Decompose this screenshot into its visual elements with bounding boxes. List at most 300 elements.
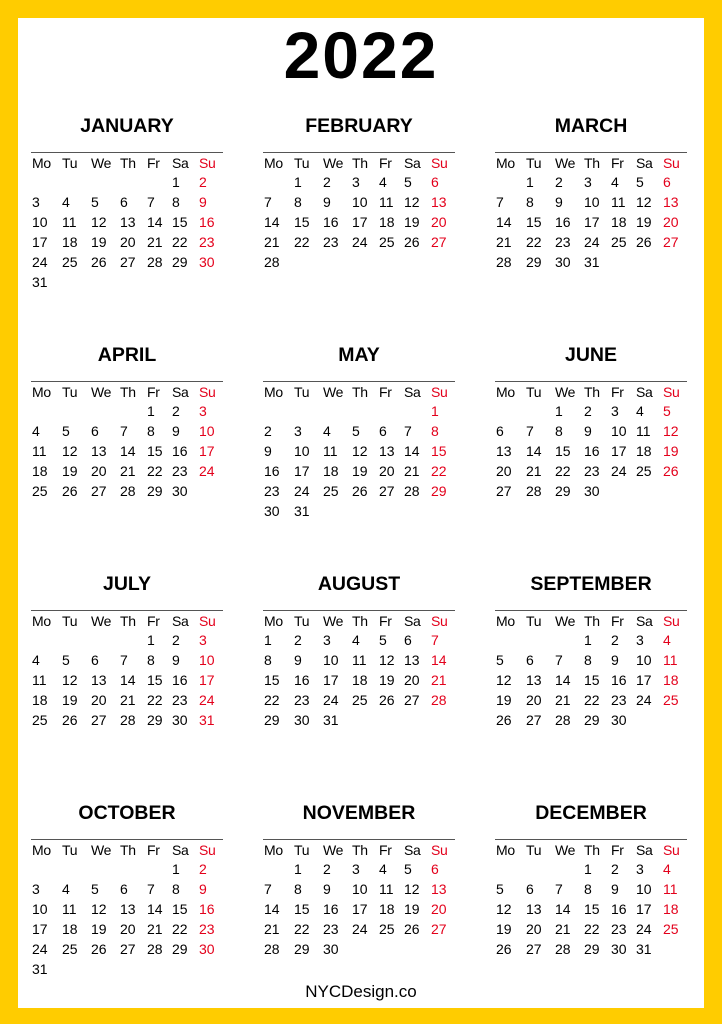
day-cell: 29: [147, 712, 163, 728]
month-grid: [31, 839, 223, 979]
day-cell: 18: [379, 214, 395, 230]
weekday-header: Th: [351, 152, 378, 172]
weekday-header: Mo: [495, 839, 525, 859]
day-cell: 15: [526, 214, 542, 230]
day-cell: 10: [32, 214, 48, 230]
day-cell: 23: [172, 692, 188, 708]
month-april: [31, 343, 223, 543]
month-grid: [31, 610, 223, 730]
day-cell: 29: [584, 712, 600, 728]
day-cell: 2: [172, 632, 180, 648]
day-cell: 1: [264, 632, 272, 648]
weekday-header: We: [322, 610, 351, 630]
weekday-header: Sa: [171, 152, 198, 172]
empty-cell: [119, 859, 146, 879]
day-cell: 13: [663, 194, 679, 210]
empty-cell: [263, 401, 293, 421]
month-november: [263, 801, 455, 1001]
weekday-header: Su: [430, 610, 455, 630]
empty-cell: [495, 172, 525, 192]
day-cell: 14: [496, 214, 512, 230]
day-cell: 25: [323, 483, 339, 499]
day-cell: 6: [526, 652, 534, 668]
day-cell: 28: [526, 483, 542, 499]
empty-cell: [31, 172, 61, 192]
weekday-header: Th: [583, 610, 610, 630]
day-cell: 28: [120, 712, 136, 728]
month-name: SEPTEMBER: [530, 573, 652, 595]
day-cell: 16: [323, 214, 339, 230]
day-cell: 11: [32, 443, 47, 459]
day-cell: 11: [379, 881, 394, 897]
day-cell: 27: [91, 712, 107, 728]
day-cell: 29: [526, 254, 542, 270]
day-cell: 4: [379, 174, 387, 190]
day-cell: 3: [636, 861, 644, 877]
day-cell: 12: [663, 423, 679, 439]
day-cell: 6: [404, 632, 412, 648]
day-cell: 19: [496, 921, 512, 937]
day-cell: 23: [172, 463, 188, 479]
weekday-header: Fr: [610, 152, 635, 172]
day-cell: 21: [147, 234, 163, 250]
day-cell: 28: [555, 941, 571, 957]
weekday-header: Tu: [61, 152, 90, 172]
day-cell: 18: [62, 234, 78, 250]
day-cell: 9: [172, 652, 180, 668]
day-cell: 16: [611, 672, 627, 688]
day-cell: 3: [352, 861, 360, 877]
day-cell: 18: [32, 463, 48, 479]
weekday-header: Sa: [635, 381, 662, 401]
day-cell: 31: [199, 712, 215, 728]
empty-cell: [90, 859, 119, 879]
day-cell: 6: [496, 423, 504, 439]
weekday-header: Su: [198, 839, 223, 859]
month-grid: [263, 839, 455, 959]
day-cell: 18: [663, 672, 679, 688]
day-cell: 14: [555, 672, 571, 688]
day-cell: 14: [120, 672, 136, 688]
day-cell: 12: [91, 214, 107, 230]
day-cell: 28: [264, 941, 280, 957]
day-cell: 27: [526, 712, 542, 728]
day-cell: 22: [294, 234, 310, 250]
day-cell: 24: [32, 254, 48, 270]
day-cell: 24: [611, 463, 627, 479]
day-cell: 24: [352, 921, 368, 937]
day-cell: 26: [663, 463, 679, 479]
weekday-header: Mo: [263, 152, 293, 172]
empty-cell: [61, 172, 90, 192]
day-cell: 10: [199, 652, 215, 668]
weekday-header: We: [90, 839, 119, 859]
day-cell: 21: [264, 921, 280, 937]
day-cell: 29: [172, 941, 188, 957]
day-cell: 22: [147, 463, 163, 479]
day-cell: 3: [323, 632, 331, 648]
day-cell: 4: [323, 423, 331, 439]
day-cell: 17: [323, 672, 339, 688]
day-cell: 19: [62, 463, 78, 479]
day-cell: 30: [172, 712, 188, 728]
day-cell: 27: [379, 483, 395, 499]
day-cell: 1: [584, 632, 592, 648]
month-august: [263, 572, 455, 772]
day-cell: 27: [120, 941, 136, 957]
weekday-header: We: [554, 610, 583, 630]
month-name: MARCH: [554, 115, 628, 137]
day-cell: 10: [352, 194, 368, 210]
day-cell: 12: [496, 901, 512, 917]
day-cell: 18: [62, 921, 78, 937]
day-cell: 17: [199, 672, 215, 688]
weekday-header: Su: [430, 839, 455, 859]
day-cell: 28: [431, 692, 447, 708]
day-cell: 4: [32, 423, 40, 439]
day-cell: 10: [584, 194, 600, 210]
day-cell: 15: [172, 901, 188, 917]
day-cell: 27: [91, 483, 107, 499]
day-cell: 5: [379, 632, 387, 648]
day-cell: 13: [91, 443, 107, 459]
day-cell: 1: [147, 632, 155, 648]
day-cell: 1: [294, 174, 302, 190]
empty-cell: [554, 630, 583, 650]
day-cell: 19: [62, 692, 78, 708]
day-cell: 1: [172, 861, 180, 877]
day-cell: 13: [431, 194, 447, 210]
day-cell: 17: [636, 672, 652, 688]
day-cell: 29: [584, 941, 600, 957]
day-cell: 7: [120, 423, 128, 439]
month-may: [263, 343, 455, 543]
day-cell: 29: [172, 254, 188, 270]
weekday-header: Th: [119, 381, 146, 401]
month-june: [495, 343, 687, 543]
month-december: [495, 801, 687, 1001]
day-cell: 24: [199, 692, 215, 708]
day-cell: 15: [584, 901, 600, 917]
weekday-header: Sa: [403, 610, 430, 630]
month-grid: [263, 152, 455, 272]
day-cell: 23: [264, 483, 280, 499]
empty-cell: [146, 172, 171, 192]
day-cell: 27: [663, 234, 679, 250]
month-name: MAY: [338, 344, 380, 366]
day-cell: 15: [431, 443, 447, 459]
day-cell: 26: [379, 692, 395, 708]
weekday-header: Th: [119, 152, 146, 172]
day-cell: 31: [32, 961, 48, 977]
empty-cell: [90, 401, 119, 421]
day-cell: 2: [264, 423, 272, 439]
month-grid: [495, 152, 687, 272]
day-cell: 12: [352, 443, 368, 459]
day-cell: 21: [120, 463, 136, 479]
day-cell: 15: [147, 672, 163, 688]
day-cell: 29: [264, 712, 280, 728]
day-cell: 16: [611, 901, 627, 917]
day-cell: 29: [555, 483, 571, 499]
day-cell: 14: [404, 443, 420, 459]
day-cell: 9: [264, 443, 272, 459]
day-cell: 12: [62, 443, 78, 459]
day-cell: 9: [323, 881, 331, 897]
day-cell: 29: [431, 483, 447, 499]
day-cell: 18: [636, 443, 652, 459]
day-cell: 21: [120, 692, 136, 708]
empty-cell: [31, 401, 61, 421]
day-cell: 1: [555, 403, 563, 419]
weekday-header: Sa: [171, 839, 198, 859]
weekday-header: Th: [351, 610, 378, 630]
weekday-header: Tu: [525, 152, 554, 172]
day-cell: 6: [120, 881, 128, 897]
day-cell: 19: [404, 901, 420, 917]
day-cell: 23: [584, 463, 600, 479]
day-cell: 13: [496, 443, 512, 459]
day-cell: 12: [404, 194, 420, 210]
day-cell: 4: [636, 403, 644, 419]
weekday-header: We: [554, 152, 583, 172]
weekday-header: Sa: [403, 839, 430, 859]
day-cell: 9: [555, 194, 563, 210]
day-cell: 24: [352, 234, 368, 250]
day-cell: 9: [584, 423, 592, 439]
day-cell: 10: [611, 423, 627, 439]
weekday-header: We: [554, 381, 583, 401]
day-cell: 19: [91, 234, 107, 250]
day-cell: 17: [32, 234, 48, 250]
weekday-header: Tu: [293, 610, 322, 630]
empty-cell: [403, 401, 430, 421]
weekday-header: Th: [351, 839, 378, 859]
day-cell: 25: [62, 254, 78, 270]
day-cell: 17: [611, 443, 627, 459]
day-cell: 15: [294, 901, 310, 917]
empty-cell: [61, 630, 90, 650]
day-cell: 3: [199, 632, 207, 648]
day-cell: 8: [264, 652, 272, 668]
weekday-header: Su: [662, 839, 687, 859]
day-cell: 11: [663, 881, 678, 897]
day-cell: 2: [584, 403, 592, 419]
day-cell: 31: [294, 503, 310, 519]
day-cell: 10: [294, 443, 310, 459]
day-cell: 25: [663, 921, 679, 937]
empty-cell: [31, 859, 61, 879]
day-cell: 1: [147, 403, 155, 419]
weekday-header: Fr: [610, 839, 635, 859]
day-cell: 2: [199, 861, 207, 877]
day-cell: 4: [62, 881, 70, 897]
day-cell: 30: [172, 483, 188, 499]
day-cell: 10: [636, 652, 652, 668]
day-cell: 6: [663, 174, 671, 190]
day-cell: 17: [352, 214, 368, 230]
day-cell: 11: [352, 652, 367, 668]
day-cell: 15: [584, 672, 600, 688]
day-cell: 12: [379, 652, 395, 668]
day-cell: 29: [294, 941, 310, 957]
empty-cell: [146, 859, 171, 879]
day-cell: 20: [496, 463, 512, 479]
day-cell: 2: [611, 632, 619, 648]
day-cell: 6: [120, 194, 128, 210]
month-name: JULY: [102, 573, 152, 595]
weekday-header: Th: [119, 839, 146, 859]
day-cell: 13: [379, 443, 395, 459]
day-cell: 2: [323, 861, 331, 877]
day-cell: 11: [32, 672, 47, 688]
day-cell: 5: [62, 423, 70, 439]
day-cell: 1: [526, 174, 534, 190]
weekday-header: Mo: [31, 152, 61, 172]
weekday-header: Su: [198, 152, 223, 172]
day-cell: 27: [431, 234, 447, 250]
day-cell: 4: [62, 194, 70, 210]
weekday-header: Tu: [293, 839, 322, 859]
day-cell: 15: [264, 672, 280, 688]
day-cell: 30: [199, 254, 215, 270]
day-cell: 22: [555, 463, 571, 479]
weekday-header: Th: [119, 610, 146, 630]
day-cell: 3: [611, 403, 619, 419]
day-cell: 7: [147, 881, 155, 897]
day-cell: 13: [120, 901, 136, 917]
day-cell: 25: [611, 234, 627, 250]
day-cell: 1: [584, 861, 592, 877]
day-cell: 19: [379, 672, 395, 688]
day-cell: 27: [431, 921, 447, 937]
weekday-header: Fr: [378, 381, 403, 401]
day-cell: 2: [323, 174, 331, 190]
day-cell: 8: [147, 652, 155, 668]
day-cell: 20: [404, 672, 420, 688]
month-name: FEBRUARY: [305, 115, 413, 137]
month-name: JANUARY: [80, 115, 174, 137]
day-cell: 15: [172, 214, 188, 230]
day-cell: 5: [496, 881, 504, 897]
day-cell: 23: [294, 692, 310, 708]
empty-cell: [293, 401, 322, 421]
day-cell: 21: [496, 234, 512, 250]
day-cell: 4: [663, 861, 671, 877]
day-cell: 21: [526, 463, 542, 479]
day-cell: 24: [584, 234, 600, 250]
day-cell: 15: [147, 443, 163, 459]
weekday-header: Sa: [635, 152, 662, 172]
day-cell: 7: [526, 423, 534, 439]
day-cell: 3: [294, 423, 302, 439]
day-cell: 13: [526, 672, 542, 688]
day-cell: 25: [352, 692, 368, 708]
day-cell: 3: [584, 174, 592, 190]
day-cell: 28: [555, 712, 571, 728]
day-cell: 4: [663, 632, 671, 648]
day-cell: 8: [431, 423, 439, 439]
weekday-header: We: [90, 381, 119, 401]
day-cell: 12: [404, 881, 420, 897]
empty-cell: [263, 859, 293, 879]
day-cell: 5: [62, 652, 70, 668]
day-cell: 17: [32, 921, 48, 937]
day-cell: 27: [526, 941, 542, 957]
day-cell: 30: [611, 712, 627, 728]
day-cell: 28: [264, 254, 280, 270]
weekday-header: Th: [351, 381, 378, 401]
day-cell: 20: [431, 901, 447, 917]
day-cell: 8: [584, 652, 592, 668]
day-cell: 16: [264, 463, 280, 479]
weekday-header: Fr: [610, 381, 635, 401]
weekday-header: Tu: [525, 381, 554, 401]
weekday-header: Sa: [403, 152, 430, 172]
page-title: 2022: [283, 18, 439, 92]
day-cell: 31: [323, 712, 339, 728]
day-cell: 2: [172, 403, 180, 419]
weekday-header: Su: [662, 381, 687, 401]
month-grid: [263, 381, 455, 521]
empty-cell: [90, 172, 119, 192]
day-cell: 1: [294, 861, 302, 877]
day-cell: 3: [199, 403, 207, 419]
day-cell: 5: [496, 652, 504, 668]
day-cell: 26: [62, 712, 78, 728]
day-cell: 24: [323, 692, 339, 708]
day-cell: 17: [294, 463, 310, 479]
day-cell: 19: [636, 214, 652, 230]
weekday-header: Fr: [378, 152, 403, 172]
day-cell: 11: [636, 423, 651, 439]
day-cell: 30: [584, 483, 600, 499]
day-cell: 30: [294, 712, 310, 728]
weekday-header: Th: [583, 152, 610, 172]
day-cell: 22: [294, 921, 310, 937]
day-cell: 4: [379, 861, 387, 877]
day-cell: 26: [496, 712, 512, 728]
day-cell: 3: [352, 174, 360, 190]
empty-cell: [554, 859, 583, 879]
day-cell: 30: [323, 941, 339, 957]
day-cell: 14: [431, 652, 447, 668]
day-cell: 21: [147, 921, 163, 937]
weekday-header: Mo: [495, 381, 525, 401]
day-cell: 23: [555, 234, 571, 250]
day-cell: 25: [636, 463, 652, 479]
day-cell: 23: [611, 692, 627, 708]
day-cell: 30: [611, 941, 627, 957]
day-cell: 20: [91, 692, 107, 708]
day-cell: 31: [636, 941, 652, 957]
day-cell: 27: [120, 254, 136, 270]
day-cell: 8: [172, 194, 180, 210]
day-cell: 25: [379, 234, 395, 250]
day-cell: 18: [611, 214, 627, 230]
day-cell: 14: [264, 901, 280, 917]
day-cell: 20: [663, 214, 679, 230]
day-cell: 7: [264, 194, 272, 210]
day-cell: 20: [526, 921, 542, 937]
month-name: NOVEMBER: [302, 802, 416, 824]
day-cell: 9: [199, 881, 207, 897]
day-cell: 10: [32, 901, 48, 917]
day-cell: 24: [32, 941, 48, 957]
day-cell: 4: [32, 652, 40, 668]
day-cell: 24: [199, 463, 215, 479]
weekday-header: Mo: [263, 610, 293, 630]
